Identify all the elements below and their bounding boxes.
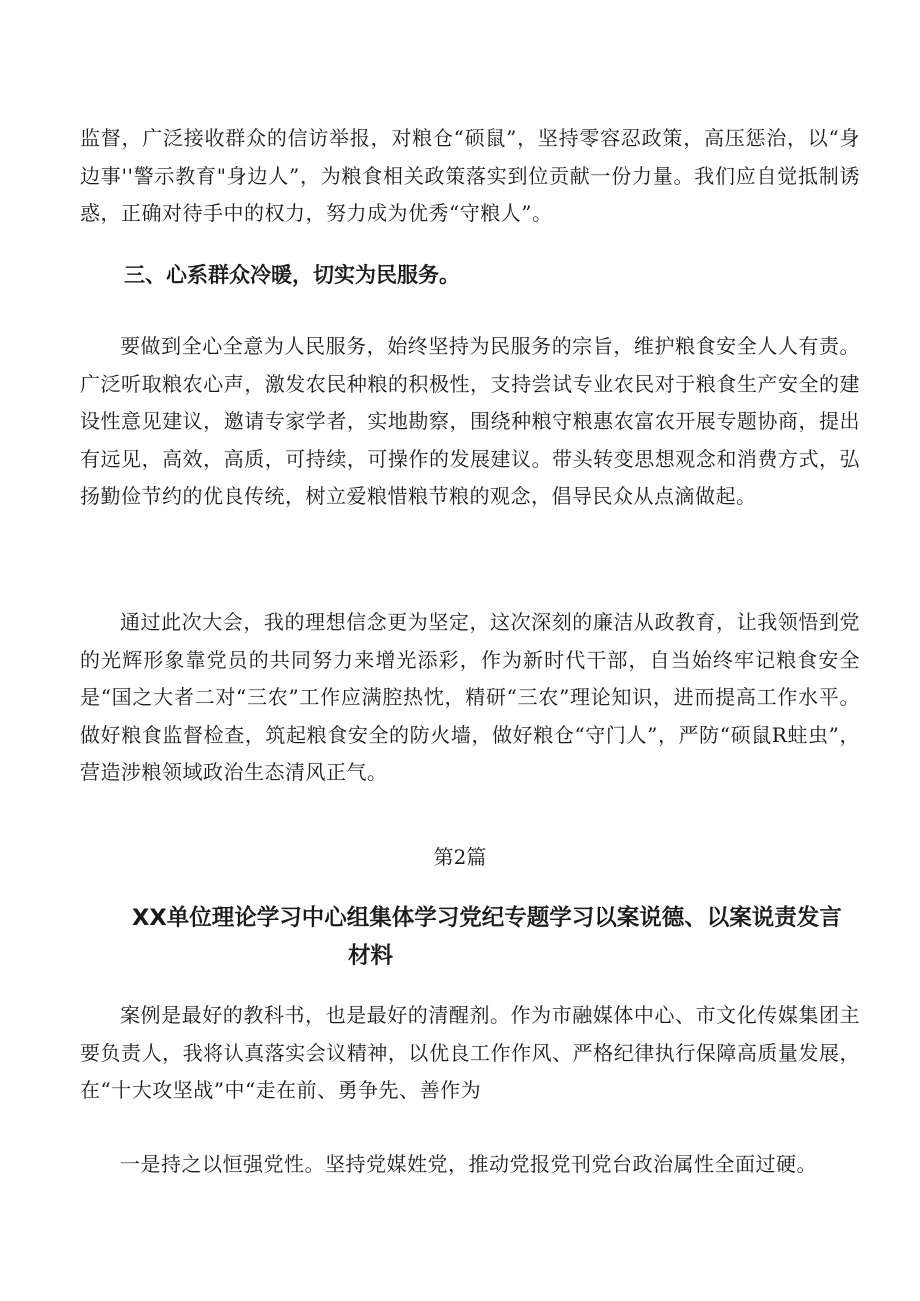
section-number: 第2篇 — [433, 845, 487, 869]
paragraph-case-intro: 案例是最好的教科书，也是最好的清醒剂。作为市融媒体中心、市文化传媒集团主要负责人，我将认真落实会议精神，以优良工作作风、严格纪律执行保障高质量发展，在“十大攻坚战”中“走在前、勇争先、善作为 — [80, 1003, 860, 1102]
section-heading-3: 三、心系群众冷暖，切实为民服务。 — [124, 263, 460, 287]
paragraph-conclusion: 通过此次大会，我的理想信念更为坚定，这次深刻的廉洁从政教育，让我领悟到党的光辉形象靠党员的共同努力来增光添彩，作为新时代干部，自当始终牢记粮食安全是“国之大者二对“三农”工作应满腔热忱，精研“三农”理论知识，进而提高工作水平。做好粮食监督检查，筑起粮食安全的防火墙，做好粮仓“守门人”，严防“硕鼠R蛀虫”，营造涉粮领域政治生态清风正气。 — [80, 610, 860, 784]
title-line-2: 材料 — [348, 943, 394, 969]
paragraph-serve-people: 要做到全心全意为人民服务，始终坚持为民服务的宗旨，维护粮食安全人人有责。广泛听取粮农心声，激发农民种粮的积极性，支持尝试专业农民对于粮食生产安全的建设性意见建议，邀请专家学者，实地勘察，围绕种粮守粮惠农富农开展专题协商，提出有远见，高效，高质，可持续，可操作的发展建议。带头转变思想观念和消费方式，弘扬勤俭节约的优良传统，树立爱粮惜粮节粮的观念，倡导民众从点滴做起。 — [80, 334, 860, 508]
title-line-1: XX单位理论学习中心组集体学习党纪专题学习以案说德、以案说责发言 — [132, 905, 842, 931]
paragraph-party-spirit: 一是持之以恒强党性。坚持党媒姓党，推动党报党刊党台政治属性全面过硬。 — [120, 1152, 817, 1176]
paragraph-grain-supervision: 监督，广泛接收群众的信访举报，对粮仓“硕鼠”，坚持零容忍政策，高压惩治，以“身边事''警示教育"身边人”，为粮食相关政策落实到位贡献一份力量。我们应自觉抵制诱惑，正确对待手中的权力，努力成为优秀“守粮人”。 — [80, 126, 860, 225]
document-title — [120, 899, 870, 975]
